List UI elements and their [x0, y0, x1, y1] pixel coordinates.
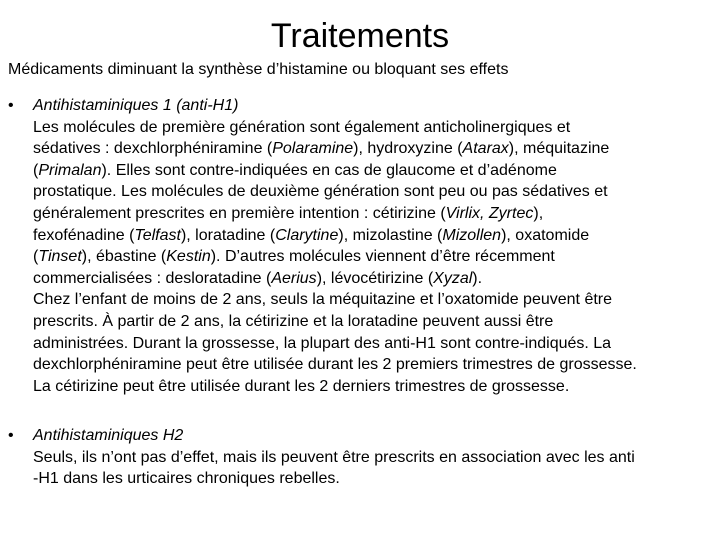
drug-brand-name: Xyzal — [433, 269, 473, 287]
body-line — [33, 333, 611, 355]
body-line — [33, 289, 612, 311]
body-line — [33, 376, 569, 398]
body-line — [33, 203, 543, 225]
body-line — [33, 225, 589, 247]
body-text: ), mizolastine ( — [338, 226, 443, 244]
body-text: ). Elles sont contre-indiquées en cas de glaucome et d’adénome — [101, 161, 557, 179]
body-line — [33, 311, 553, 333]
slide-subtitle: Médicaments diminuant la synthèse d’histamine ou bloquant ses effets — [8, 61, 509, 78]
body-text: ( — [33, 248, 39, 266]
body-text: administrées. Durant la grossesse, la plupart des anti-H1 sont contre-indiqués. La — [33, 334, 612, 352]
body-text: ( — [33, 161, 39, 179]
drug-brand-name: Telfast — [134, 226, 181, 244]
body-text: sédatives : dexchlorphéniramine ( — [33, 140, 273, 158]
bullet-heading: Antihistaminiques H2 — [33, 427, 184, 444]
body-line — [33, 447, 635, 469]
body-line — [33, 117, 570, 139]
body-line — [33, 160, 557, 182]
body-text: ), ébastine ( — [81, 248, 167, 266]
body-text: ), lévocétirizine ( — [316, 269, 434, 287]
body-text: ), — [533, 205, 544, 222]
body-text: ), loratadine ( — [180, 226, 276, 244]
drug-brand-name: Kestin — [166, 248, 211, 266]
bullet-marker: • — [8, 427, 14, 444]
bullet-heading: Antihistaminiques 1 (anti-H1) — [33, 97, 239, 114]
body-text: fexofénadine ( — [33, 226, 135, 244]
drug-brand-name: Mizollen — [442, 226, 502, 244]
drug-brand-name: Atarax — [462, 140, 509, 158]
body-text: commercialisées : desloratadine ( — [33, 269, 272, 287]
body-line — [33, 468, 340, 490]
body-text: Les molécules de première génération sont également anticholinergiques et — [33, 118, 571, 136]
body-text: ), oxatomide — [501, 226, 590, 244]
body-text: ), hydroxyzine ( — [353, 140, 463, 158]
body-text: Seuls, ils n’ont pas d’effet, mais ils peuvent être prescrits en association avec les anti — [33, 448, 635, 466]
body-text: ). — [472, 269, 483, 287]
body-text: prostatique. Les molécules de deuxième génération sont peu ou pas sédatives et — [33, 183, 608, 201]
drug-brand-name: Aerius — [271, 269, 317, 287]
body-text: ), méquitazine — [508, 140, 610, 158]
body-text: Chez l’enfant de moins de 2 ans, seuls la méquitazine et l’oxatomide peuvent être — [33, 291, 613, 309]
drug-brand-name: Virlix, Zyrtec — [445, 205, 534, 222]
drug-brand-name: Clarytine — [275, 226, 339, 244]
body-line — [33, 138, 609, 160]
body-line — [33, 354, 637, 376]
drug-brand-name: Polaramine — [272, 140, 354, 158]
slide-title: Traitements — [270, 17, 450, 55]
body-text: -H1 dans les urticaires chroniques rebelles. — [33, 470, 340, 488]
drug-brand-name: Tinset — [38, 248, 82, 266]
body-line — [33, 246, 555, 268]
body-text: prescrits. À partir de 2 ans, la cétirizine et la loratadine peuvent aussi être — [33, 313, 554, 330]
drug-brand-name: Primalan — [38, 161, 102, 179]
body-line — [33, 181, 608, 203]
body-text: dexchlorphéniramine peut être utilisée durant les 2 premiers trimestres de grossesse. — [33, 356, 637, 374]
body-text: La cétirizine peut être utilisée durant les 2 derniers trimestres de grossesse. — [33, 377, 570, 395]
body-text: ). D’autres molécules viennent d’être récemment — [210, 248, 555, 266]
body-line — [33, 268, 482, 290]
bullet-marker: • — [8, 97, 14, 114]
body-text: généralement prescrites en première intention : cétirizine ( — [33, 205, 446, 222]
